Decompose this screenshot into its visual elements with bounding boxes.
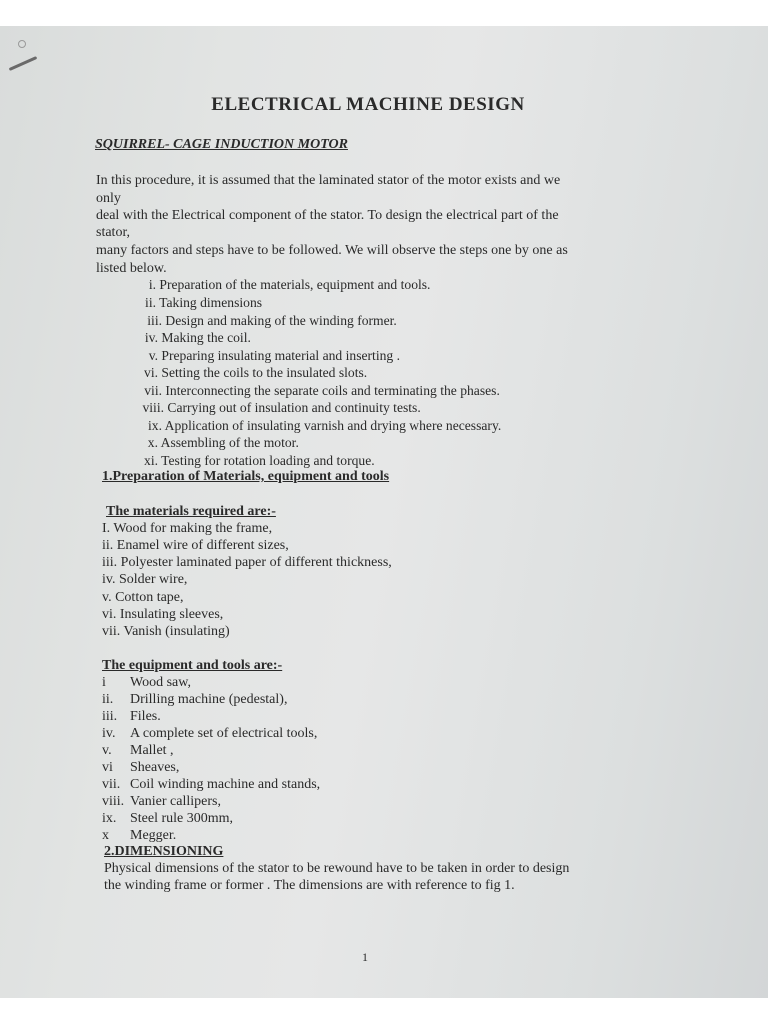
- section2-line: Physical dimensions of the stator to be rewound have to be taken in order to design: [104, 861, 570, 876]
- document-subtitle: SQUIRREL- CAGE INDUCTION MOTOR: [95, 137, 348, 152]
- step-text: Assembling of the motor.: [160, 435, 299, 450]
- material-item: iv. Solder wire,: [102, 572, 188, 587]
- pencil-mark: [18, 40, 26, 48]
- equipment-number: vi: [102, 760, 113, 775]
- equipment-item: [102, 760, 179, 776]
- equipment-text: Mallet ,: [130, 743, 174, 758]
- equipment-text: Coil winding machine and stands,: [130, 777, 321, 792]
- step-text: Preparation of the materials, equipment and tools.: [159, 277, 431, 292]
- intro-line: only: [96, 191, 121, 206]
- step-number: vii.: [144, 383, 162, 398]
- section2-line: the winding frame or former . The dimensions are with reference to fig 1.: [104, 878, 515, 893]
- step-item: [100, 277, 430, 293]
- step-number: i.: [148, 277, 156, 292]
- equipment-item: [102, 675, 191, 691]
- material-item: v. Cotton tape,: [102, 590, 184, 605]
- equipment-number: v.: [102, 743, 112, 758]
- step-item: [100, 365, 367, 381]
- step-item: [100, 348, 400, 364]
- material-item: vii. Vanish (insulating): [102, 624, 230, 639]
- intro-line: stator,: [96, 225, 131, 240]
- staple-mark: [9, 56, 38, 71]
- equipment-item: [102, 743, 174, 759]
- step-number: v.: [148, 348, 158, 363]
- equipment-number: ix.: [102, 811, 117, 826]
- equipment-item: [102, 811, 233, 827]
- step-text: Design and making of the winding former.: [165, 313, 397, 328]
- step-text: Taking dimensions: [159, 295, 263, 310]
- equipment-number: iii.: [102, 709, 118, 724]
- step-item: [100, 453, 375, 469]
- step-item: [100, 400, 421, 416]
- step-number: viii.: [142, 400, 164, 415]
- step-item: [100, 435, 299, 451]
- step-number: x.: [147, 435, 158, 450]
- document-title: ELECTRICAL MACHINE DESIGN: [211, 94, 525, 115]
- step-number: vi.: [144, 365, 158, 380]
- step-number: iii.: [147, 313, 162, 328]
- step-item: [100, 383, 500, 399]
- equipment-text: Vanier callipers,: [130, 794, 221, 809]
- step-text: Interconnecting the separate coils and terminating the phases.: [165, 383, 500, 398]
- intro-line: deal with the Electrical component of the stator. To design the electrical part of the: [96, 208, 559, 223]
- equipment-text: Megger.: [130, 828, 177, 843]
- step-number: ii.: [145, 295, 156, 310]
- intro-line: listed below.: [96, 261, 167, 276]
- section-heading: 1.Preparation of Materials, equipment and tools: [102, 469, 390, 484]
- step-number: ix.: [148, 418, 162, 433]
- step-text: Preparing insulating material and inserting .: [161, 348, 400, 363]
- equipment-text: A complete set of electrical tools,: [130, 726, 318, 741]
- step-text: Setting the coils to the insulated slots.: [161, 365, 368, 380]
- step-item: [100, 418, 501, 434]
- equipment-number: iv.: [102, 726, 116, 741]
- step-number: xi.: [144, 453, 158, 468]
- material-item: I. Wood for making the frame,: [102, 521, 273, 536]
- step-text: Testing for rotation loading and torque.: [161, 453, 375, 468]
- equipment-item: [102, 828, 176, 844]
- equipment-text: Steel rule 300mm,: [130, 811, 234, 826]
- page-number: 1: [362, 950, 368, 964]
- material-item: iii. Polyester laminated paper of different thickness,: [102, 555, 392, 570]
- document-page: [0, 26, 768, 998]
- step-text: Application of insulating varnish and drying where necessary.: [164, 418, 502, 433]
- intro-line: In this procedure, it is assumed that the laminated stator of the motor exists and we: [96, 173, 561, 188]
- step-text: Making the coil.: [161, 330, 251, 345]
- material-item: vi. Insulating sleeves,: [102, 607, 224, 622]
- section-heading: 2.DIMENSIONING: [104, 844, 224, 859]
- equipment-item: [102, 794, 221, 810]
- equipment-item: [102, 726, 317, 742]
- equipment-heading: The equipment and tools are:-: [102, 658, 283, 673]
- equipment-item: [102, 777, 320, 793]
- equipment-text: Drilling machine (pedestal),: [130, 692, 288, 707]
- equipment-item: [102, 709, 161, 725]
- step-number: iv.: [144, 330, 158, 345]
- equipment-number: vii.: [102, 777, 121, 792]
- materials-heading: The materials required are:-: [106, 504, 276, 519]
- equipment-number: x: [102, 828, 109, 843]
- equipment-text: Sheaves,: [130, 760, 180, 775]
- step-item: [100, 295, 262, 311]
- material-item: ii. Enamel wire of different sizes,: [102, 538, 289, 553]
- equipment-text: Files.: [130, 709, 161, 724]
- equipment-item: [102, 692, 287, 708]
- step-item: [100, 313, 397, 329]
- equipment-text: Wood saw,: [130, 675, 191, 690]
- equipment-number: viii.: [102, 794, 125, 809]
- intro-line: many factors and steps have to be followed. We will observe the steps one by one as: [96, 243, 568, 258]
- step-text: Carrying out of insulation and continuity tests.: [167, 400, 421, 415]
- equipment-number: ii.: [102, 692, 114, 707]
- step-item: [100, 330, 251, 346]
- equipment-number: i: [102, 675, 106, 690]
